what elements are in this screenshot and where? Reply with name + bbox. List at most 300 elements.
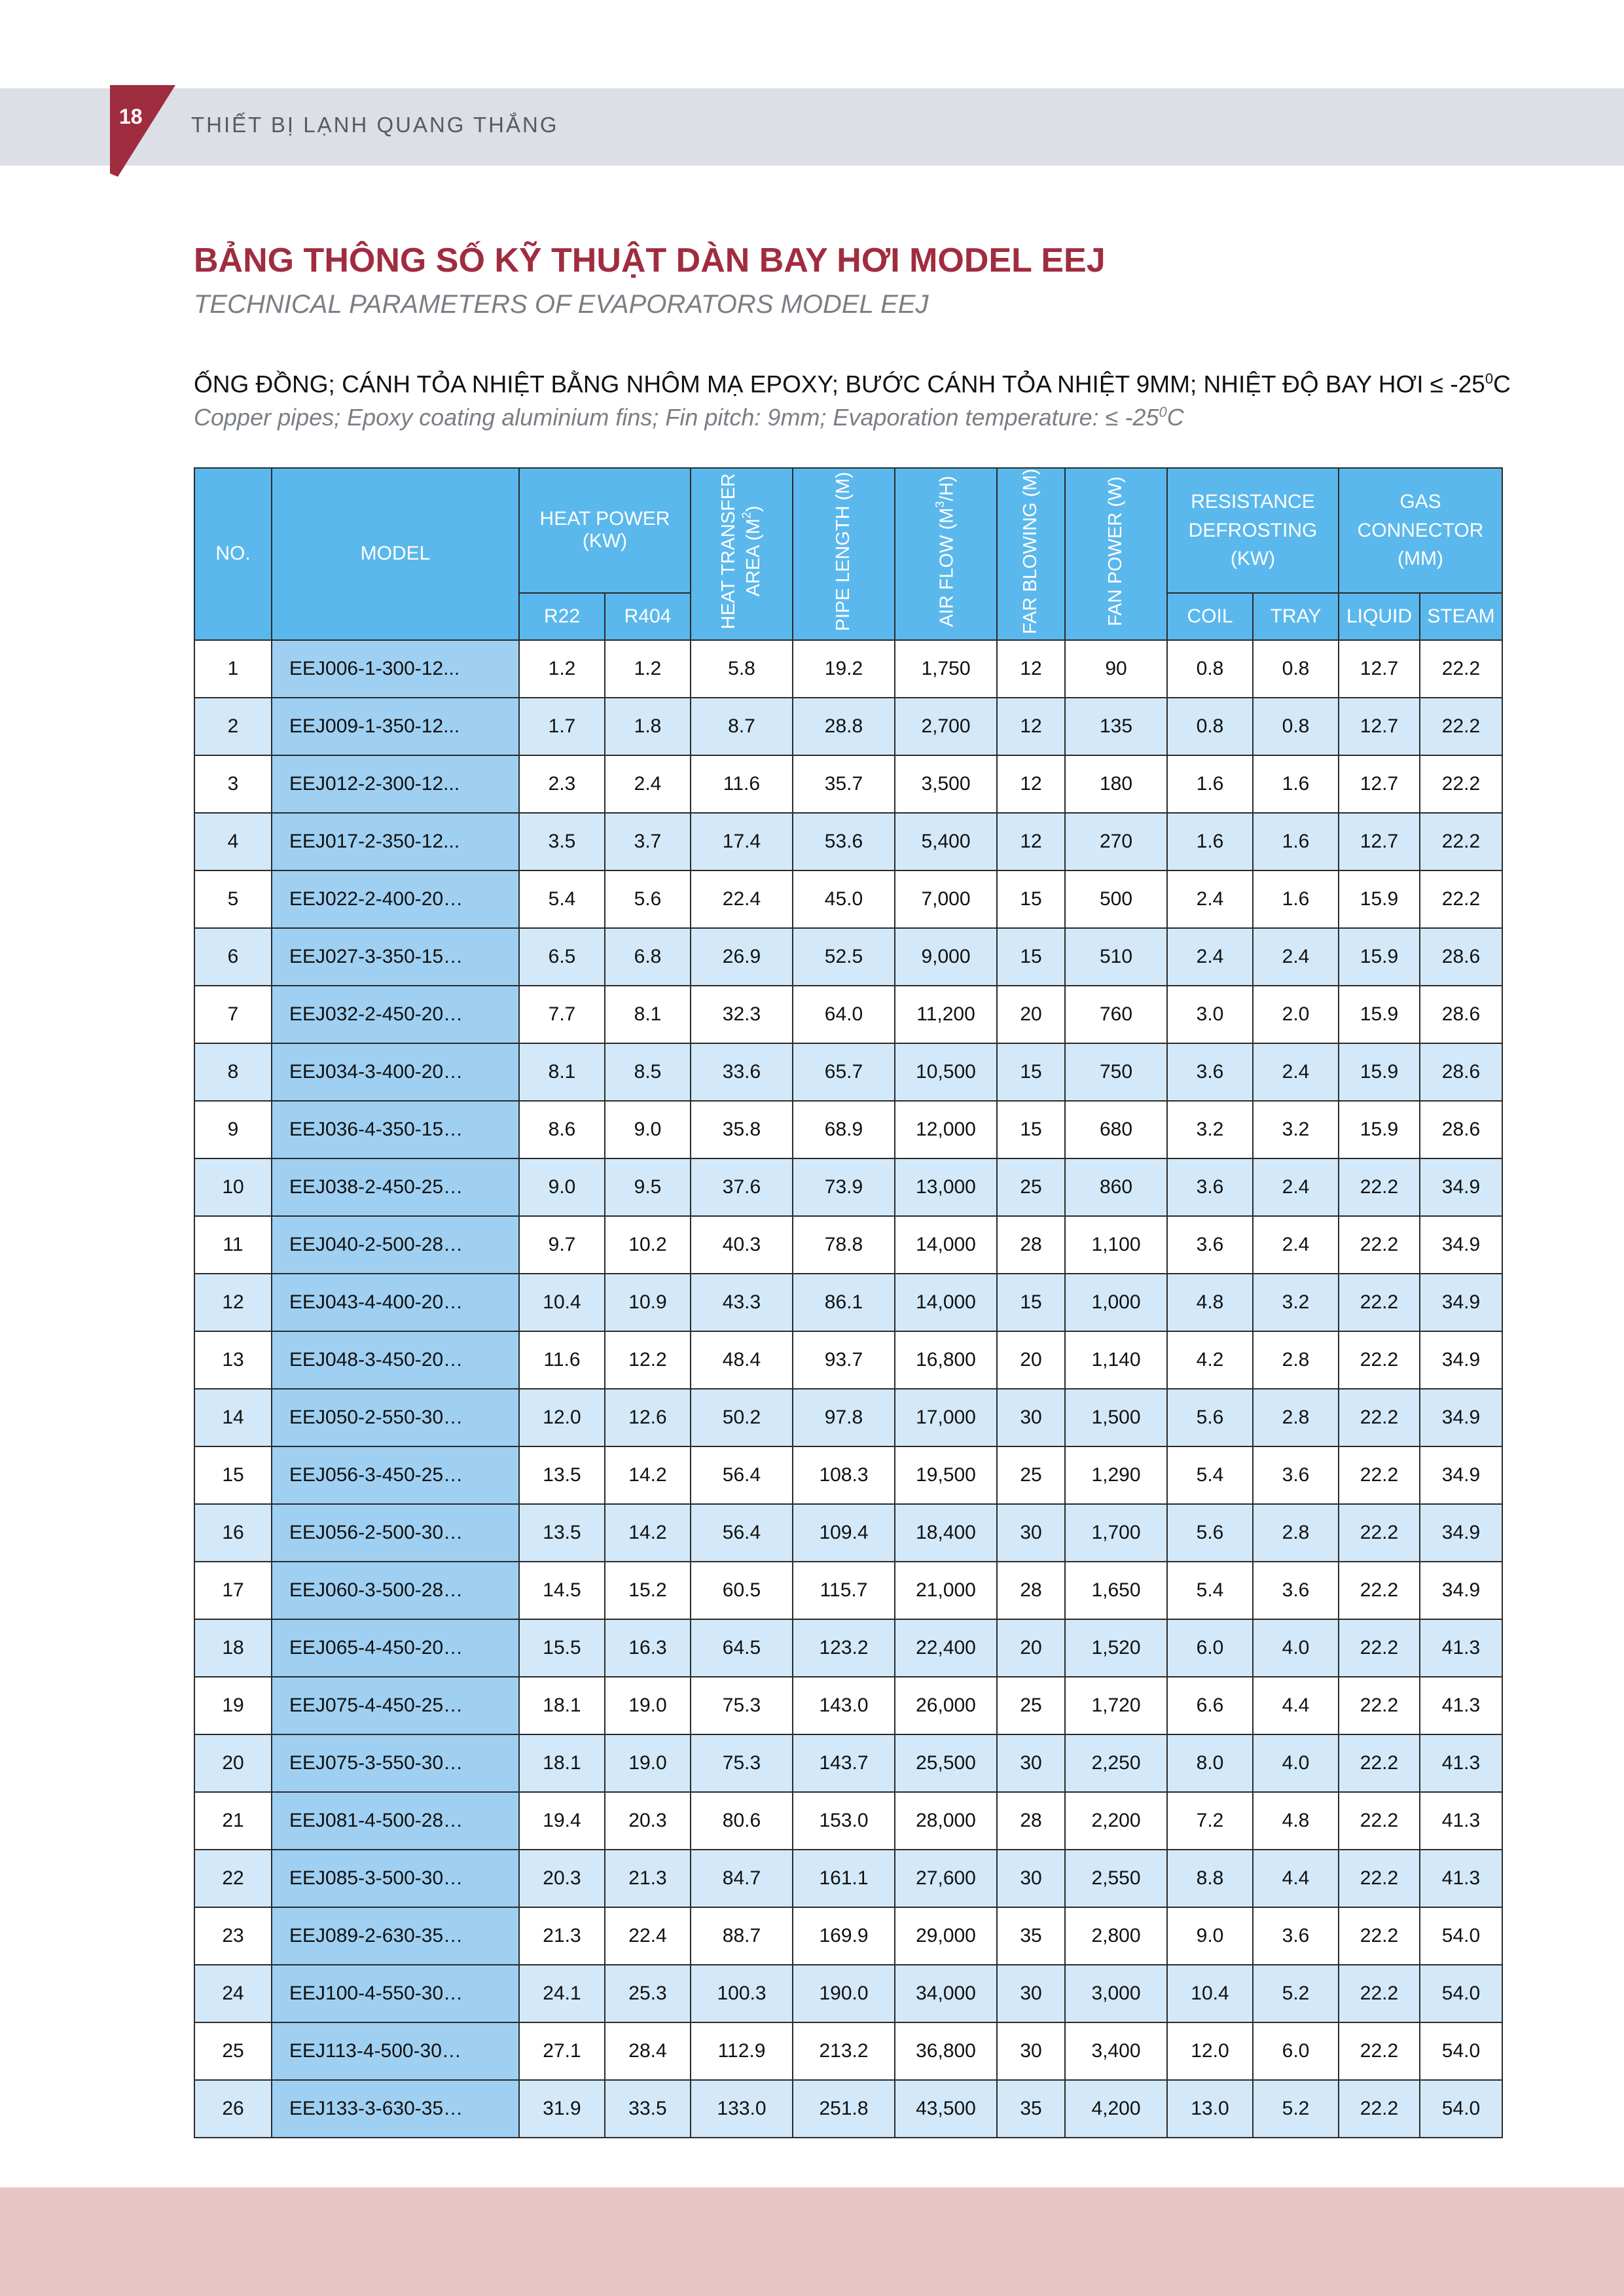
cell-no: 15 [194,1446,272,1504]
cell-air-flow: 36,800 [895,2022,997,2080]
cell-model: EEJ056-3-450-25… [272,1446,519,1504]
cell-no: 3 [194,755,272,813]
header-gas-connector: GAS CONNECTOR (MM) [1339,468,1502,593]
cell-coil: 3.6 [1167,1043,1253,1101]
table-row [194,2022,1502,2080]
cell-liquid: 22.2 [1339,1850,1420,1907]
table-row [194,640,1502,698]
cell-steam: 34.9 [1420,1158,1502,1216]
cell-liquid: 12.7 [1339,640,1420,698]
cell-far-blowing: 28 [997,1792,1065,1850]
cell-liquid: 15.9 [1339,1043,1420,1101]
cell-r404: 2.4 [605,755,691,813]
cell-model: EEJ048-3-450-20… [272,1331,519,1389]
cell-r404: 16.3 [605,1619,691,1677]
cell-heat-transfer-area: 75.3 [691,1734,793,1792]
cell-heat-transfer-area: 133.0 [691,2080,793,2138]
cell-pipe-length: 64.0 [793,986,895,1043]
cell-tray: 2.8 [1253,1389,1339,1446]
cell-far-blowing: 30 [997,1734,1065,1792]
cell-pipe-length: 108.3 [793,1446,895,1504]
cell-fan-power: 1,140 [1065,1331,1167,1389]
cell-tray: 3.2 [1253,1101,1339,1158]
cell-model: EEJ100-4-550-30… [272,1965,519,2022]
cell-liquid: 22.2 [1339,1677,1420,1734]
cell-r404: 19.0 [605,1734,691,1792]
cell-air-flow: 10,500 [895,1043,997,1101]
table-row [194,2080,1502,2138]
cell-pipe-length: 35.7 [793,755,895,813]
cell-tray: 3.6 [1253,1446,1339,1504]
cell-air-flow: 29,000 [895,1907,997,1965]
cell-fan-power: 860 [1065,1158,1167,1216]
cell-far-blowing: 20 [997,986,1065,1043]
cell-tray: 3.6 [1253,1907,1339,1965]
cell-far-blowing: 15 [997,928,1065,986]
cell-model: EEJ056-2-500-30… [272,1504,519,1562]
cell-air-flow: 17,000 [895,1389,997,1446]
cell-liquid: 22.2 [1339,1619,1420,1677]
cell-r22: 27.1 [519,2022,605,2080]
cell-fan-power: 2,250 [1065,1734,1167,1792]
cell-coil: 2.4 [1167,870,1253,928]
cell-tray: 4.4 [1253,1677,1339,1734]
cell-air-flow: 14,000 [895,1216,997,1274]
header-r404: R404 [605,593,691,640]
cell-air-flow: 7,000 [895,870,997,928]
table-row [194,1504,1502,1562]
cell-no: 24 [194,1965,272,2022]
cell-air-flow: 5,400 [895,813,997,870]
cell-tray: 0.8 [1253,640,1339,698]
cell-far-blowing: 30 [997,1389,1065,1446]
cell-liquid: 15.9 [1339,928,1420,986]
cell-model: EEJ006-1-300-12... [272,640,519,698]
cell-r22: 13.5 [519,1446,605,1504]
cell-r404: 1.2 [605,640,691,698]
header-resistance-defrosting: RESISTANCE DEFROSTING (KW) [1167,468,1339,593]
cell-r404: 10.2 [605,1216,691,1274]
cell-r404: 9.5 [605,1158,691,1216]
table-row [194,1792,1502,1850]
cell-heat-transfer-area: 35.8 [691,1101,793,1158]
header-model: MODEL [272,468,519,640]
cell-liquid: 22.2 [1339,1965,1420,2022]
cell-air-flow: 22,400 [895,1619,997,1677]
cell-liquid: 22.2 [1339,1446,1420,1504]
cell-r404: 21.3 [605,1850,691,1907]
table-row [194,986,1502,1043]
cell-pipe-length: 28.8 [793,698,895,755]
table-body [194,640,1502,2138]
cell-no: 17 [194,1562,272,1619]
cell-liquid: 22.2 [1339,1389,1420,1446]
cell-heat-transfer-area: 88.7 [691,1907,793,1965]
cell-far-blowing: 25 [997,1677,1065,1734]
cell-liquid: 22.2 [1339,1734,1420,1792]
cell-liquid: 22.2 [1339,1216,1420,1274]
cell-coil: 0.8 [1167,640,1253,698]
cell-fan-power: 4,200 [1065,2080,1167,2138]
cell-fan-power: 510 [1065,928,1167,986]
cell-far-blowing: 12 [997,698,1065,755]
table-row [194,1101,1502,1158]
cell-fan-power: 135 [1065,698,1167,755]
cell-liquid: 22.2 [1339,1274,1420,1331]
cell-r404: 28.4 [605,2022,691,2080]
cell-r404: 20.3 [605,1792,691,1850]
cell-no: 8 [194,1043,272,1101]
cell-far-blowing: 28 [997,1562,1065,1619]
cell-model: EEJ050-2-550-30… [272,1389,519,1446]
cell-air-flow: 3,500 [895,755,997,813]
cell-coil: 3.0 [1167,986,1253,1043]
cell-r404: 5.6 [605,870,691,928]
cell-r22: 8.6 [519,1101,605,1158]
cell-coil: 3.6 [1167,1216,1253,1274]
cell-air-flow: 2,700 [895,698,997,755]
cell-coil: 5.6 [1167,1389,1253,1446]
cell-r22: 18.1 [519,1677,605,1734]
cell-r404: 3.7 [605,813,691,870]
cell-no: 21 [194,1792,272,1850]
cell-model: EEJ027-3-350-15… [272,928,519,986]
cell-far-blowing: 15 [997,1043,1065,1101]
cell-steam: 22.2 [1420,813,1502,870]
cell-pipe-length: 161.1 [793,1850,895,1907]
cell-model: EEJ022-2-400-20… [272,870,519,928]
cell-no: 18 [194,1619,272,1677]
cell-r22: 10.4 [519,1274,605,1331]
table-row [194,813,1502,870]
cell-no: 5 [194,870,272,928]
cell-tray: 6.0 [1253,2022,1339,2080]
cell-model: EEJ038-2-450-25… [272,1158,519,1216]
cell-model: EEJ017-2-350-12... [272,813,519,870]
cell-air-flow: 18,400 [895,1504,997,1562]
cell-steam: 54.0 [1420,1965,1502,2022]
header-far-blowing: FAR BLOWING (M) [997,468,1065,640]
cell-liquid: 22.2 [1339,1562,1420,1619]
cell-fan-power: 270 [1065,813,1167,870]
cell-model: EEJ034-3-400-20… [272,1043,519,1101]
cell-tray: 2.0 [1253,986,1339,1043]
parameters-table [194,467,1503,2138]
cell-model: EEJ060-3-500-28… [272,1562,519,1619]
cell-r22: 1.2 [519,640,605,698]
cell-r404: 8.1 [605,986,691,1043]
cell-no: 12 [194,1274,272,1331]
page-number: 18 [119,105,143,128]
table-row [194,1389,1502,1446]
cell-pipe-length: 153.0 [793,1792,895,1850]
cell-coil: 12.0 [1167,2022,1253,2080]
cell-coil: 1.6 [1167,813,1253,870]
cell-far-blowing: 30 [997,1850,1065,1907]
header-r22: R22 [519,593,605,640]
cell-no: 20 [194,1734,272,1792]
cell-air-flow: 43,500 [895,2080,997,2138]
cell-coil: 4.8 [1167,1274,1253,1331]
cell-steam: 54.0 [1420,2080,1502,2138]
cell-heat-transfer-area: 60.5 [691,1562,793,1619]
cell-steam: 41.3 [1420,1677,1502,1734]
cell-no: 11 [194,1216,272,1274]
cell-far-blowing: 35 [997,2080,1065,2138]
cell-liquid: 22.2 [1339,2022,1420,2080]
cell-air-flow: 13,000 [895,1158,997,1216]
table-row [194,1274,1502,1331]
table-row [194,1677,1502,1734]
cell-fan-power: 90 [1065,640,1167,698]
cell-air-flow: 9,000 [895,928,997,986]
cell-r22: 20.3 [519,1850,605,1907]
cell-tray: 4.0 [1253,1734,1339,1792]
cell-pipe-length: 53.6 [793,813,895,870]
cell-steam: 34.9 [1420,1389,1502,1446]
cell-fan-power: 1,000 [1065,1274,1167,1331]
header-fan-power: FAN POWER (W) [1065,468,1167,640]
cell-air-flow: 26,000 [895,1677,997,1734]
cell-r22: 8.1 [519,1043,605,1101]
cell-tray: 2.8 [1253,1504,1339,1562]
cell-model: EEJ133-3-630-35… [272,2080,519,2138]
cell-far-blowing: 12 [997,755,1065,813]
cell-coil: 2.4 [1167,928,1253,986]
cell-r404: 12.6 [605,1389,691,1446]
cell-no: 16 [194,1504,272,1562]
cell-heat-transfer-area: 33.6 [691,1043,793,1101]
cell-model: EEJ081-4-500-28… [272,1792,519,1850]
table-row [194,1850,1502,1907]
cell-liquid: 22.2 [1339,1331,1420,1389]
cell-no: 25 [194,2022,272,2080]
cell-fan-power: 2,800 [1065,1907,1167,1965]
cell-pipe-length: 73.9 [793,1158,895,1216]
cell-liquid: 22.2 [1339,1907,1420,1965]
cell-model: EEJ075-3-550-30… [272,1734,519,1792]
cell-heat-transfer-area: 32.3 [691,986,793,1043]
cell-r404: 6.8 [605,928,691,986]
cell-coil: 5.4 [1167,1562,1253,1619]
cell-fan-power: 1,520 [1065,1619,1167,1677]
page-title: BẢNG THÔNG SỐ KỸ THUẬT DÀN BAY HƠI MODEL EEJ [194,242,1106,279]
cell-r404: 19.0 [605,1677,691,1734]
cell-tray: 0.8 [1253,698,1339,755]
cell-model: EEJ036-4-350-15… [272,1101,519,1158]
cell-heat-transfer-area: 100.3 [691,1965,793,2022]
cell-heat-transfer-area: 112.9 [691,2022,793,2080]
spec-line-en: Copper pipes; Epoxy coating aluminium fins; Fin pitch: 9mm; Evaporation temperature: ≤ $-25^0C$ [194,404,1184,431]
cell-heat-transfer-area: 56.4 [691,1446,793,1504]
cell-coil: 13.0 [1167,2080,1253,2138]
cell-liquid: 22.2 [1339,1158,1420,1216]
cell-pipe-length: 143.0 [793,1677,895,1734]
cell-r22: 31.9 [519,2080,605,2138]
cell-fan-power: 1,500 [1065,1389,1167,1446]
table-row [194,698,1502,755]
cell-steam: 28.6 [1420,1043,1502,1101]
cell-coil: 7.2 [1167,1792,1253,1850]
cell-fan-power: 1,720 [1065,1677,1167,1734]
cell-far-blowing: 12 [997,640,1065,698]
cell-air-flow: 27,600 [895,1850,997,1907]
cell-pipe-length: 190.0 [793,1965,895,2022]
cell-model: EEJ012-2-300-12... [272,755,519,813]
cell-liquid: 12.7 [1339,698,1420,755]
cell-pipe-length: 19.2 [793,640,895,698]
cell-heat-transfer-area: 84.7 [691,1850,793,1907]
cell-liquid: 15.9 [1339,870,1420,928]
running-title: THIẾT BỊ LẠNH QUANG THẮNG [191,113,559,137]
cell-model: EEJ089-2-630-35… [272,1907,519,1965]
cell-fan-power: 750 [1065,1043,1167,1101]
cell-steam: 41.3 [1420,1619,1502,1677]
cell-fan-power: 1,650 [1065,1562,1167,1619]
cell-tray: 2.4 [1253,928,1339,986]
cell-tray: 4.4 [1253,1850,1339,1907]
cell-no: 7 [194,986,272,1043]
cell-heat-transfer-area: 75.3 [691,1677,793,1734]
cell-fan-power: 1,700 [1065,1504,1167,1562]
cell-air-flow: 28,000 [895,1792,997,1850]
table-row [194,1965,1502,2022]
cell-steam: 22.2 [1420,640,1502,698]
table-row [194,1331,1502,1389]
cell-model: EEJ009-1-350-12... [272,698,519,755]
cell-heat-transfer-area: 11.6 [691,755,793,813]
table-row [194,928,1502,986]
cell-pipe-length: 213.2 [793,2022,895,2080]
table-row [194,1043,1502,1101]
cell-r22: 15.5 [519,1619,605,1677]
cell-tray: 3.2 [1253,1274,1339,1331]
cell-r22: 3.5 [519,813,605,870]
cell-fan-power: 2,550 [1065,1850,1167,1907]
cell-r404: 15.2 [605,1562,691,1619]
cell-tray: 2.4 [1253,1158,1339,1216]
cell-r22: 19.4 [519,1792,605,1850]
cell-no: 4 [194,813,272,870]
cell-r22: 9.7 [519,1216,605,1274]
cell-coil: 6.6 [1167,1677,1253,1734]
cell-fan-power: 1,290 [1065,1446,1167,1504]
cell-steam: 34.9 [1420,1446,1502,1504]
cell-r22: 21.3 [519,1907,605,1965]
cell-steam: 22.2 [1420,698,1502,755]
cell-r404: 14.2 [605,1504,691,1562]
cell-tray: 5.2 [1253,1965,1339,2022]
cell-no: 19 [194,1677,272,1734]
cell-heat-transfer-area: 40.3 [691,1216,793,1274]
cell-heat-transfer-area: 17.4 [691,813,793,870]
header-coil: COIL [1167,593,1253,640]
cell-pipe-length: 169.9 [793,1907,895,1965]
cell-steam: 22.2 [1420,870,1502,928]
cell-air-flow: 11,200 [895,986,997,1043]
cell-steam: 54.0 [1420,1907,1502,1965]
header-heat-power: HEAT POWER (KW) [519,468,691,593]
cell-no: 2 [194,698,272,755]
cell-r22: 18.1 [519,1734,605,1792]
cell-far-blowing: 20 [997,1331,1065,1389]
cell-pipe-length: 65.7 [793,1043,895,1101]
footer-band [0,2187,1624,2296]
table-row [194,1907,1502,1965]
cell-heat-transfer-area: 48.4 [691,1331,793,1389]
cell-heat-transfer-area: 8.7 [691,698,793,755]
cell-air-flow: 1,750 [895,640,997,698]
cell-pipe-length: 109.4 [793,1504,895,1562]
cell-model: EEJ085-3-500-30… [272,1850,519,1907]
cell-r404: 10.9 [605,1274,691,1331]
cell-r22: 2.3 [519,755,605,813]
cell-fan-power: 500 [1065,870,1167,928]
cell-r22: 1.7 [519,698,605,755]
cell-fan-power: 680 [1065,1101,1167,1158]
cell-model: EEJ043-4-400-20… [272,1274,519,1331]
cell-no: 14 [194,1389,272,1446]
cell-liquid: 12.7 [1339,813,1420,870]
cell-steam: 34.9 [1420,1331,1502,1389]
cell-fan-power: 180 [1065,755,1167,813]
cell-steam: 41.3 [1420,1850,1502,1907]
cell-steam: 54.0 [1420,2022,1502,2080]
cell-pipe-length: 115.7 [793,1562,895,1619]
cell-model: EEJ032-2-450-20… [272,986,519,1043]
cell-far-blowing: 30 [997,1504,1065,1562]
table-row [194,1158,1502,1216]
cell-no: 13 [194,1331,272,1389]
cell-r404: 8.5 [605,1043,691,1101]
cell-coil: 0.8 [1167,698,1253,755]
cell-model: EEJ065-4-450-20… [272,1619,519,1677]
cell-fan-power: 2,200 [1065,1792,1167,1850]
cell-far-blowing: 35 [997,1907,1065,1965]
cell-r404: 14.2 [605,1446,691,1504]
table-row [194,1446,1502,1504]
cell-r404: 9.0 [605,1101,691,1158]
cell-coil: 8.0 [1167,1734,1253,1792]
cell-steam: 28.6 [1420,928,1502,986]
spec-line-vi: ỐNG ĐỒNG; CÁNH TỎA NHIỆT BẰNG NHÔM MẠ EPOXY; BƯỚC CÁNH TỎA NHIỆT 9MM; NHIỆT ĐỘ BAY HƠI ≤ $-25^0C$ [194,370,1511,398]
cell-air-flow: 25,500 [895,1734,997,1792]
cell-model: EEJ113-4-500-30… [272,2022,519,2080]
cell-no: 10 [194,1158,272,1216]
cell-pipe-length: 93.7 [793,1331,895,1389]
cell-r22: 14.5 [519,1562,605,1619]
cell-r404: 25.3 [605,1965,691,2022]
cell-pipe-length: 123.2 [793,1619,895,1677]
cell-coil: 9.0 [1167,1907,1253,1965]
cell-heat-transfer-area: 43.3 [691,1274,793,1331]
cell-tray: 3.6 [1253,1562,1339,1619]
header-pipe-length: PIPE LENGTH (M) [793,468,895,640]
cell-no: 6 [194,928,272,986]
cell-coil: 4.2 [1167,1331,1253,1389]
cell-coil: 3.6 [1167,1158,1253,1216]
cell-air-flow: 12,000 [895,1101,997,1158]
table-row [194,1562,1502,1619]
cell-coil: 10.4 [1167,1965,1253,2022]
cell-steam: 28.6 [1420,986,1502,1043]
cell-model: EEJ040-2-500-28… [272,1216,519,1274]
cell-air-flow: 21,000 [895,1562,997,1619]
cell-model: EEJ075-4-450-25… [272,1677,519,1734]
cell-r404: 33.5 [605,2080,691,2138]
header-steam: STEAM [1420,593,1502,640]
cell-heat-transfer-area: 80.6 [691,1792,793,1850]
